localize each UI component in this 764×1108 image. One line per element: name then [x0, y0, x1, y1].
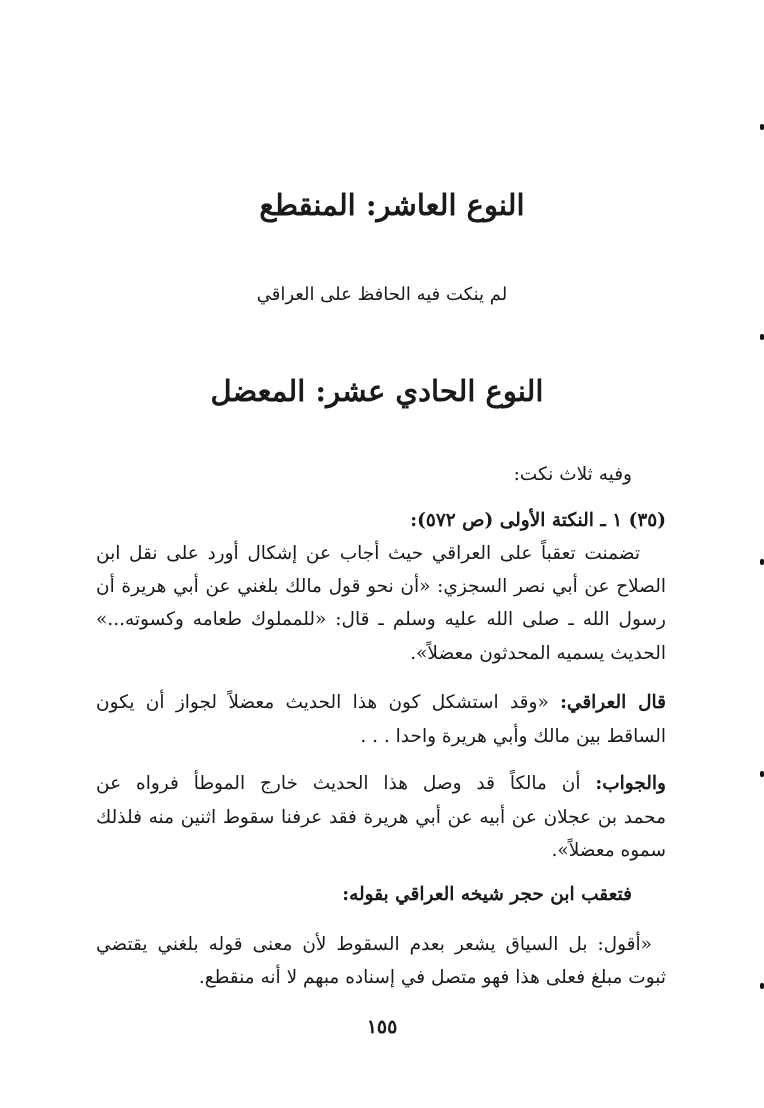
- chapter-heading-munqati: النوع العاشر: المنقطع: [259, 188, 525, 222]
- paragraph-2-text: «وقد استشكل كون هذا الحديث معضلاً لجواز أن يكون: [96, 692, 549, 713]
- paragraph-3-line-3: سموه معضلاً».: [551, 840, 666, 861]
- page-number: ١٥٥: [366, 1016, 398, 1038]
- paragraph-2-line-2: الساقط بين مالك وأبي هريرة واحدا . . .: [360, 726, 666, 747]
- paragraph-1-line-3: رسول الله ـ صلى الله عليه وسلم ـ قال: «للمملوك طعامه وكسوته...»: [96, 609, 666, 630]
- paragraph-4: فتعقب ابن حجر شيخه العراقي بقوله:: [342, 884, 632, 905]
- paragraph-5-line-2: ثبوت مبلغ فعلى هذا فهو متصل في إسناده مبهم لا أنه منقطع.: [198, 967, 666, 988]
- paragraph-5-line-1: «أقول: بل السياق يشعر بعدم السقوط لأن معنى قوله بلغني يقتضي: [96, 934, 652, 955]
- paragraph-2-line-1: [96, 688, 666, 718]
- nukta-title: (٣٥) ١ ـ النكتة الأولى (ص ٥٧٢):: [410, 510, 666, 531]
- paragraph-1-line-2: الصلاح عن أبي نصر السجزي: «أن نحو قول مالك بلغني عن أبي هريرة أن: [96, 576, 666, 597]
- paragraph-1-line-1: تضمنت تعقباً على العراقي حيث أجاب عن إشكال أورد على نقل ابن: [96, 543, 640, 564]
- intro-line: وفيه ثلاث نكت:: [513, 464, 632, 485]
- margin-mark: [760, 124, 764, 130]
- paragraph-1-line-4: الحديث يسميه المحدثون معضلاً».: [410, 643, 666, 664]
- paragraph-3-label: والجواب:: [595, 773, 666, 794]
- chapter-heading-muadal: النوع الحادي عشر: المعضل: [210, 374, 544, 408]
- paragraph-3-line-1: [96, 769, 666, 799]
- margin-mark: [760, 334, 764, 340]
- chapter-note: لم ينكت فيه الحافظ على العراقي: [256, 284, 508, 305]
- paragraph-3-line-2: محمد بن عجلان عن أبيه عن أبي هريرة فقد عرفنا سقوط اثنين منه فلذلك: [96, 807, 666, 828]
- margin-mark: [760, 559, 764, 565]
- paragraph-3-text: أن مالكاً قد وصل هذا الحديث خارج الموطأ فرواه عن: [96, 773, 581, 794]
- margin-mark: [760, 983, 764, 989]
- paragraph-2-label: قال العراقي:: [560, 692, 666, 713]
- margin-mark: [760, 771, 764, 777]
